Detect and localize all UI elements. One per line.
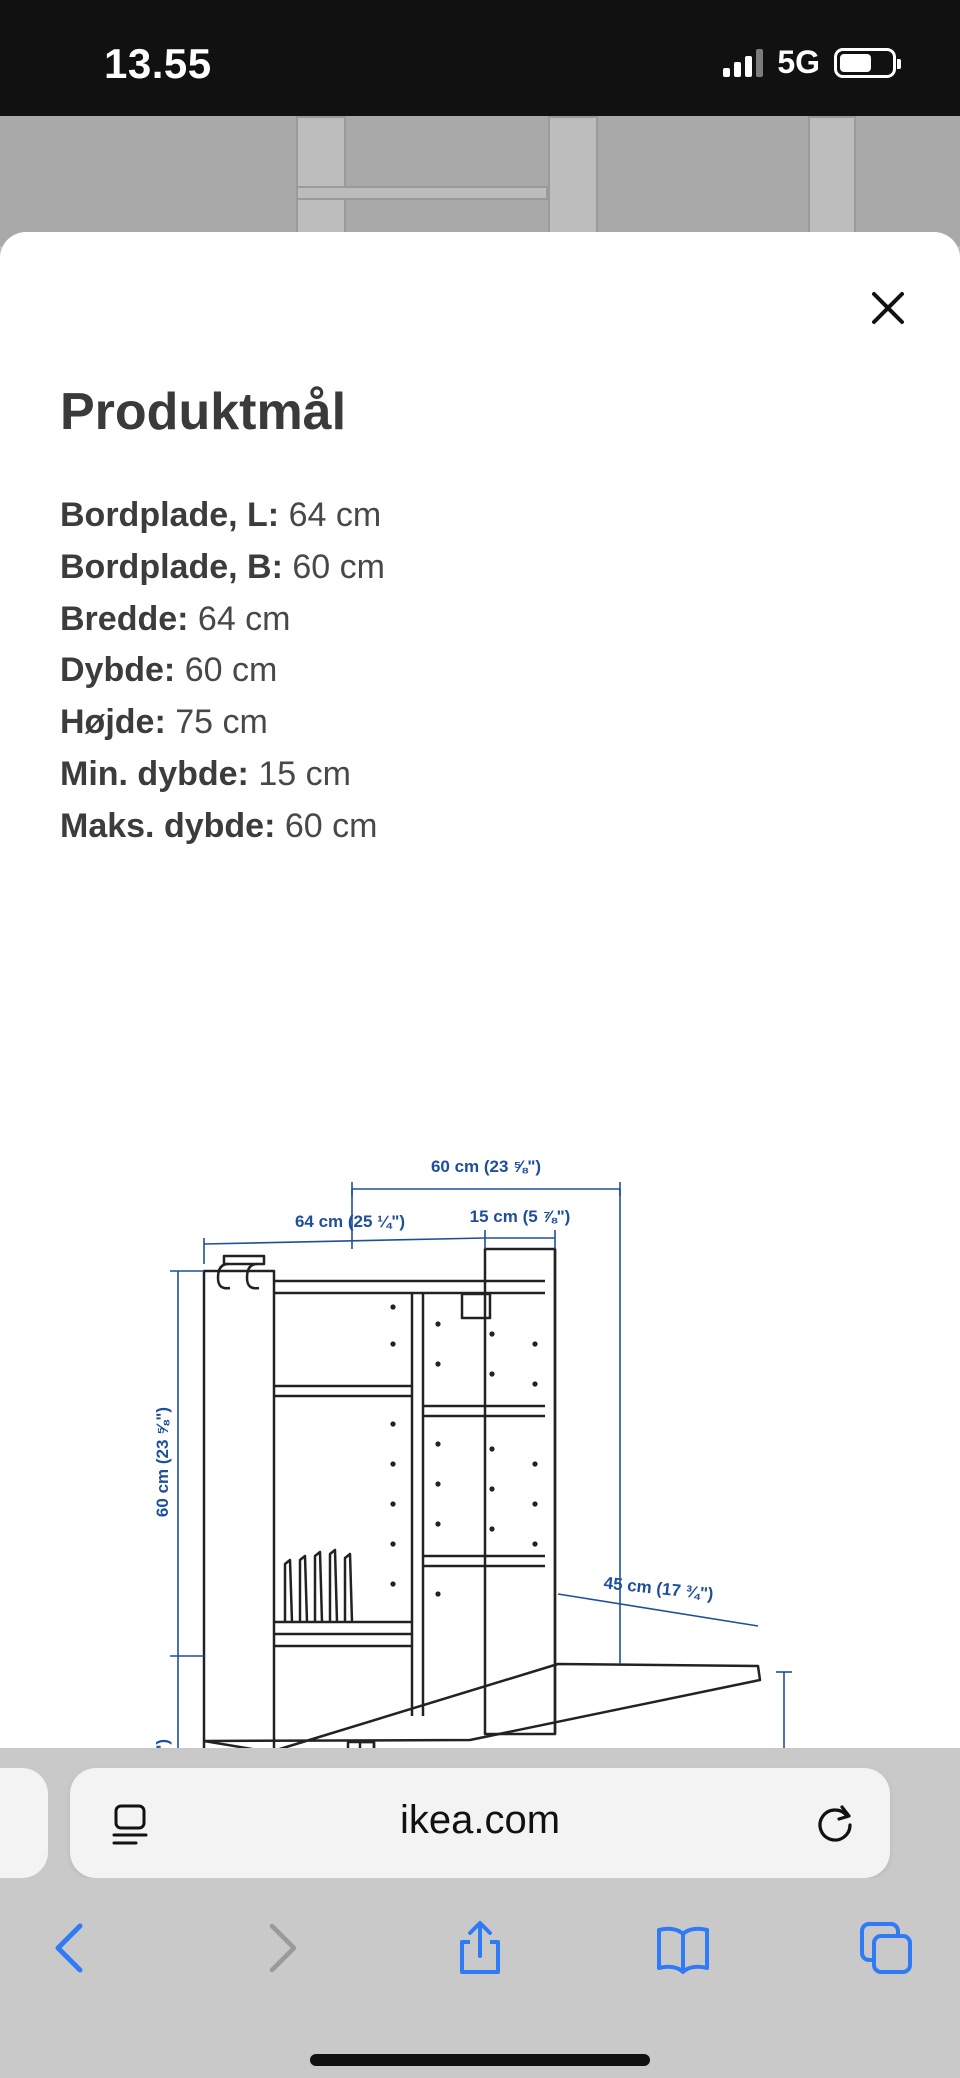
dim-label-top-depth: 60 cm (23 ⅝") <box>430 1157 542 1176</box>
dim-label-cabinet-height: 60 cm (23 ⅝") <box>153 1406 172 1518</box>
background-shelf-post <box>296 116 346 246</box>
background-shelf-post <box>548 116 598 246</box>
dimension-label: Maks. dybde: <box>60 806 276 845</box>
dimension-item <box>60 542 385 594</box>
back-button[interactable] <box>32 1908 112 1988</box>
background-page <box>0 116 960 246</box>
bookmarks-button[interactable] <box>643 1908 723 1988</box>
network-type: 5G <box>777 44 820 80</box>
dimension-label: Dybde: <box>60 651 176 690</box>
dim-label-min-depth: 15 cm (5 ⅞") <box>469 1207 571 1226</box>
dimension-value: 60 cm <box>284 806 378 845</box>
dimension-value: 64 cm <box>288 496 382 534</box>
dimension-value: 60 cm <box>184 651 278 690</box>
address-bar-area <box>0 1748 960 1878</box>
previous-tab-preview[interactable] <box>0 1768 48 1878</box>
dimension-value: 60 cm <box>292 547 385 586</box>
background-shelf-post <box>808 116 856 246</box>
back-chevron-icon <box>44 1920 100 1976</box>
dimension-value: 15 cm <box>258 754 351 793</box>
forward-button[interactable] <box>240 1908 320 1988</box>
dimension-item <box>60 697 385 749</box>
product-dimensions-sheet <box>0 232 960 1752</box>
close-icon <box>870 290 906 326</box>
home-indicator <box>310 2054 650 2066</box>
battery-icon <box>834 48 896 78</box>
tabs-button[interactable] <box>846 1908 926 1988</box>
dimension-item <box>60 749 385 801</box>
dimension-label: Højde: <box>60 703 166 742</box>
dimension-item <box>60 801 385 853</box>
dim-label-width: 64 cm (25 ¼") <box>294 1212 406 1231</box>
share-icon <box>452 1920 508 1976</box>
address-bar[interactable] <box>70 1768 890 1878</box>
browser-toolbar <box>0 1878 960 2078</box>
dimension-item <box>60 490 385 542</box>
status-time: 13.55 <box>104 40 212 87</box>
dimensions-list <box>60 490 385 853</box>
dimension-value: 64 cm <box>197 599 291 638</box>
tabs-icon <box>858 1920 914 1976</box>
dimension-value: 75 cm <box>175 703 268 742</box>
bookmarks-icon <box>655 1920 711 1976</box>
share-button[interactable] <box>440 1908 520 1988</box>
dim-label-table-depth: 45 cm (17 ¾") <box>602 1573 715 1604</box>
reload-icon[interactable] <box>812 1800 858 1846</box>
dimension-label: Bredde: <box>60 599 189 638</box>
dimension-label: Bordplade, B: <box>60 547 283 586</box>
dimension-label: Bordplade, L: <box>60 496 280 534</box>
cellular-signal-icon <box>723 49 763 77</box>
url-text[interactable]: ikea.com <box>399 1798 561 1842</box>
wall-desk-drawing <box>140 904 900 1734</box>
dimension-label: Min. dybde: <box>60 754 249 793</box>
dimension-item <box>60 594 385 646</box>
forward-chevron-icon <box>252 1920 308 1976</box>
dimension-diagram <box>140 904 900 1734</box>
dimension-item <box>60 645 385 697</box>
close-button[interactable] <box>856 276 920 340</box>
background-shelf-rung <box>296 186 548 200</box>
sheet-title: Produktmål <box>60 383 347 441</box>
status-indicators <box>723 44 896 81</box>
status-bar <box>0 0 960 116</box>
